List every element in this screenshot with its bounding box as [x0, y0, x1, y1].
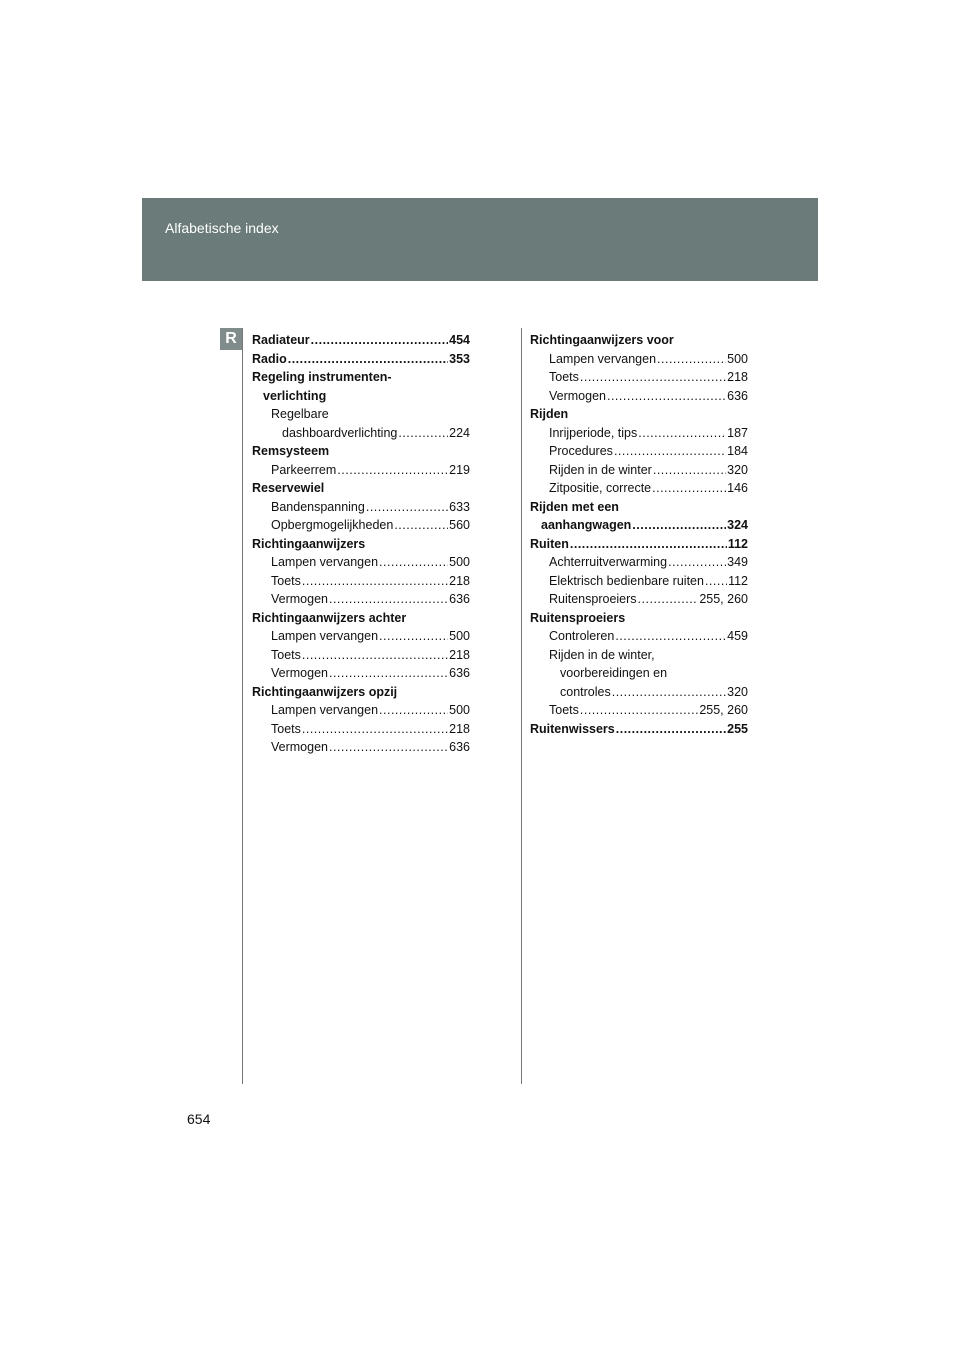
index-heading: Rijden met een [530, 499, 619, 514]
dot-leader [616, 720, 726, 739]
dot-leader [379, 553, 448, 572]
index-entry-text: Lampen vervangen [271, 629, 379, 643]
dot-leader [379, 701, 448, 720]
index-entry-text: Elektrisch bedienbare ruiten [549, 573, 704, 588]
index-entry-page: 112 [727, 536, 748, 551]
index-entry [530, 368, 748, 387]
index-entry [530, 424, 748, 443]
dot-leader [329, 590, 448, 609]
index-entry-text: Ruitenwissers [530, 721, 615, 736]
dot-leader [638, 590, 699, 609]
index-entry-page: 255 [727, 721, 748, 736]
index-entry-page: 459 [727, 629, 748, 643]
index-entry [530, 535, 748, 554]
index-heading: Reservewiel [252, 481, 325, 495]
index-subentry-text: voorbereidingen en [560, 666, 668, 680]
dot-leader [638, 424, 726, 443]
index-entry-text: Ruiten [530, 536, 569, 551]
dot-leader [632, 516, 726, 535]
dot-leader [570, 535, 727, 554]
index-entry-text: aanhangwagen [541, 518, 632, 532]
dot-leader [614, 442, 726, 461]
dot-leader [311, 331, 448, 350]
index-entry-page: 500 [449, 703, 470, 717]
dot-leader [580, 701, 698, 720]
dot-leader [379, 627, 448, 646]
index-entry-text: Toets [549, 703, 579, 717]
index-entry [530, 479, 748, 498]
index-entry-page: 320 [727, 684, 748, 699]
index-entry [252, 572, 470, 591]
index-subentry-text: Regelbare [271, 407, 329, 421]
index-entry-text: Vermogen [549, 388, 606, 403]
index-entry [530, 683, 748, 702]
index-entry-text: Vermogen [271, 592, 328, 606]
dot-leader [657, 350, 726, 369]
header-band [142, 198, 818, 281]
index-entry-page: 187 [727, 425, 748, 440]
index-entry [530, 627, 748, 646]
index-entry-text: Radio [252, 351, 287, 366]
index-entry-text: Bandenspanning [271, 499, 365, 514]
dot-leader [288, 350, 448, 369]
index-entry [252, 424, 470, 443]
index-entry-page: 636 [727, 388, 748, 403]
index-entry-page: 255, 260 [699, 592, 748, 606]
index-entry-page: 146 [727, 481, 748, 495]
header-title: Alfabetische index [165, 220, 279, 236]
dot-leader [302, 720, 448, 739]
index-entry-text: Procedures [549, 444, 613, 458]
index-heading: Regeling instrumenten- [252, 370, 392, 384]
dot-leader [615, 627, 726, 646]
index-entry [252, 646, 470, 665]
index-entry-text: controles [560, 684, 611, 699]
index-heading: Ruitensproeiers [530, 610, 626, 625]
index-entry [530, 387, 748, 406]
index-entry-page: 454 [449, 333, 470, 347]
index-entry-text: dashboardverlichting [282, 425, 398, 440]
index-heading: Remsysteem [252, 444, 330, 458]
dot-leader [580, 368, 726, 387]
dot-leader [329, 664, 448, 683]
index-entry-page: 324 [727, 518, 748, 532]
dot-leader [366, 498, 448, 517]
index-entry-text: Toets [271, 573, 301, 588]
index-entry [252, 720, 470, 739]
index-heading: Richtingaanwijzers voor [530, 333, 674, 347]
dot-leader [394, 516, 448, 535]
column-rule-left [242, 328, 243, 1084]
index-entry-page: 500 [449, 629, 470, 643]
index-entry-page: 353 [449, 351, 470, 366]
index-entry-text: Ruitensproeiers [549, 592, 637, 606]
index-entry-page: 500 [727, 351, 748, 366]
index-entry [530, 461, 748, 480]
dot-leader [329, 738, 448, 757]
index-entry-text: Zitpositie, correcte [549, 481, 652, 495]
index-entry [530, 442, 748, 461]
index-entry-page: 560 [449, 518, 470, 532]
dot-leader [302, 646, 448, 665]
index-column-right [530, 331, 748, 738]
index-entry-text: Lampen vervangen [549, 351, 657, 366]
index-entry-text: Opbergmogelijkheden [271, 518, 394, 532]
index-entry-text: Toets [549, 370, 579, 384]
dot-leader [302, 572, 448, 591]
index-entry [530, 572, 748, 591]
index-entry-text: Achterruitverwarming [549, 555, 668, 569]
index-entry-page: 636 [449, 740, 470, 754]
index-entry-text: Toets [271, 721, 301, 736]
index-entry-page: 218 [449, 647, 470, 662]
section-letter-tab: R [220, 328, 242, 350]
index-entry-page: 218 [449, 721, 470, 736]
index-entry-page: 636 [449, 592, 470, 606]
index-entry-page: 218 [449, 573, 470, 588]
index-entry [530, 553, 748, 572]
index-entry-text: Radiateur [252, 333, 310, 347]
index-entry [530, 516, 748, 535]
index-entry [252, 331, 470, 350]
index-entry-page: 255, 260 [699, 703, 748, 717]
index-entry-text: Lampen vervangen [271, 703, 379, 717]
index-entry-page: 184 [727, 444, 748, 458]
index-entry-page: 349 [727, 555, 748, 569]
index-entry [252, 516, 470, 535]
dot-leader [705, 572, 727, 591]
index-entry-text: Rijden in de winter [549, 462, 652, 477]
index-entry-page: 219 [449, 462, 470, 477]
index-entry-text: Parkeerrem [271, 462, 337, 477]
index-entry-text: Inrijperiode, tips [549, 425, 638, 440]
index-heading: Richtingaanwijzers opzij [252, 684, 398, 699]
index-entry [252, 627, 470, 646]
index-heading: verlichting [263, 388, 327, 403]
index-entry [530, 720, 748, 739]
index-entry-text: Lampen vervangen [271, 555, 379, 569]
index-entry-page: 636 [449, 666, 470, 680]
index-entry-page: 224 [449, 425, 470, 440]
dot-leader [668, 553, 726, 572]
dot-leader [337, 461, 448, 480]
index-entry [252, 498, 470, 517]
index-entry [252, 350, 470, 369]
dot-leader [398, 424, 448, 443]
index-entry [252, 701, 470, 720]
index-entry [252, 738, 470, 757]
dot-leader [607, 387, 726, 406]
dot-leader [612, 683, 726, 702]
index-entry-text: Vermogen [271, 740, 328, 754]
dot-leader [652, 479, 726, 498]
index-entry-text: Toets [271, 647, 301, 662]
index-entry [252, 461, 470, 480]
index-entry [252, 590, 470, 609]
index-entry-page: 218 [727, 370, 748, 384]
index-entry-page: 633 [449, 499, 470, 514]
dot-leader [653, 461, 726, 480]
index-entry-page: 320 [727, 462, 748, 477]
index-entry-page: 500 [449, 555, 470, 569]
index-heading: Richtingaanwijzers achter [252, 610, 407, 625]
index-entry [252, 553, 470, 572]
index-entry-text: Vermogen [271, 666, 328, 680]
page-number: 654 [187, 1111, 211, 1127]
index-entry [252, 664, 470, 683]
index-heading: Richtingaanwijzers [252, 536, 366, 551]
index-entry [530, 701, 748, 720]
index-entry-text: Controleren [549, 629, 615, 643]
index-subentry-text: Rijden in de winter, [549, 647, 655, 662]
index-entry [530, 350, 748, 369]
index-entry-page: 112 [728, 573, 748, 588]
column-rule-middle [521, 328, 522, 1084]
index-column-left [252, 331, 470, 757]
index-heading: Rijden [530, 407, 569, 421]
index-entry [530, 590, 748, 609]
